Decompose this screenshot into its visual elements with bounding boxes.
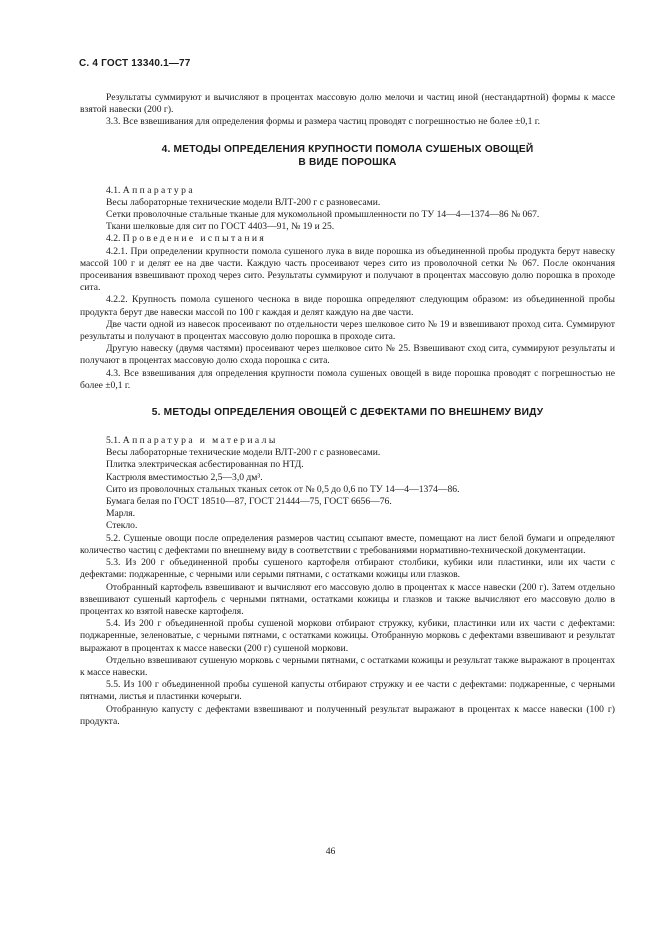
paragraph-5-5: 5.5. Из 100 г объединенной пробы сушеной капусты отбирают стружку и ее части с дефектами: поджаренные, с черными пятнами, листья и пластинки кочерыги. bbox=[80, 679, 615, 703]
list-item: Сетки проволочные стальные тканые для мукомольной промышленности по ТУ 14—4—1374—86 № 067. bbox=[106, 209, 540, 221]
paragraph-4-2-2: 4.2.2. Крупность помола сушеного чеснока в виде порошка определяют следующим образом: из объединенной пробы продукта берут две навески массой по 100 г каждая и делят каждую на две части. bbox=[80, 294, 615, 318]
document-body bbox=[80, 92, 615, 728]
paragraph-3-3: 3.3. Все взвешивания для определения формы и размера частиц проводят с погрешностью не более ±0,1 г. bbox=[106, 116, 541, 128]
paragraph: Две части одной из навесок просеивают по отдельности через шелковое сито № 19 и взвешивают проход сита. Суммируют результаты и получают в процентах массовую долю порошка в проходе сита. bbox=[80, 318, 615, 343]
list-item: Ткани шелковые для сит по ГОСТ 4403—91, № 19 и 25. bbox=[106, 221, 335, 233]
running-head: С. 4 ГОСТ 13340.1—77 bbox=[79, 58, 191, 69]
subheading-4-1 bbox=[80, 185, 615, 197]
list-item: Сито из проволочных стальных тканых сеток от № 0,5 до 0,6 по ТУ 14—4—1374—86. bbox=[106, 483, 460, 495]
paragraph: Отобранный картофель взвешивают и вычисляют его массовую долю в процентах к массе навески (200 г). Затем отдельно взвешивают сушеный картофель с черными пятнами, остатками кожицы и глазков и также вычисляют его массовую долю в процентах ко взятой навеске картофеля. bbox=[80, 581, 615, 617]
list-item: Марля. bbox=[106, 508, 136, 520]
paragraph: Другую навеску (двумя частями) просеивают через шелковое сито № 25. Взвешивают сход сита, суммируют результаты и получают в процентах массовую долю схода порошка с сита. bbox=[80, 343, 615, 367]
subheading-title: Аппаратура и материалы bbox=[122, 435, 278, 447]
list-item: Плитка электрическая асбестированная по НТД. bbox=[106, 459, 304, 471]
subheading-5-1 bbox=[80, 435, 615, 447]
subheading-title: Проведение испытания bbox=[122, 233, 267, 245]
paragraph-4-3: 4.3. Все взвешивания для определения крупности помола сушеных овощей в виде порошка проводят с погрешностью не более ±0,1 г. bbox=[80, 367, 615, 391]
paragraph-4-2-1: 4.2.1. При определении крупности помола сушеного лука в виде порошка из объединенной пробы продукта берут навеску массой 100 г и делят ее на две части. Каждую часть просеивают через сито из проволочной сетки № 067. После окончания просеивания взвешивают проход через сито. Результаты суммируют и получают в процентах массовую долю порошка в проходе сита. bbox=[80, 245, 615, 294]
paragraph: Результаты суммируют и вычисляют в процентах массовую долю мелочи и частиц иной (нестандартной) формы к массе взятой навески (200 г). bbox=[80, 92, 615, 116]
subheading-4-2 bbox=[80, 233, 615, 245]
paragraph: Отобранную капусту с дефектами взвешивают и полученный результат выражают в процентах к массе навески (100 г) продукта. bbox=[80, 703, 615, 727]
list-item: Весы лабораторные технические модели ВЛТ-200 г с разновесами. bbox=[106, 196, 381, 208]
list-item: Стекло. bbox=[106, 520, 138, 532]
subheading-number: 4.1. bbox=[106, 184, 121, 196]
section-4-title bbox=[80, 143, 615, 169]
paragraph: Отдельно взвешивают сушеную морковь с черными пятнами, с остатками кожицы и результат также выражают в процентах к массе навески. bbox=[80, 654, 615, 678]
page-number: 46 bbox=[325, 846, 336, 857]
subheading-number: 4.2. bbox=[106, 233, 121, 245]
section-4-title-line1: 4. МЕТОДЫ ОПРЕДЕЛЕНИЯ КРУПНОСТИ ПОМОЛА СУШЕНЫХ ОВОЩЕЙ bbox=[161, 143, 534, 155]
list-item: Бумага белая по ГОСТ 18510—87, ГОСТ 21444—75, ГОСТ 6656—76. bbox=[106, 496, 392, 508]
subheading-title: Аппаратура bbox=[122, 184, 195, 196]
section-5-title: 5. МЕТОДЫ ОПРЕДЕЛЕНИЯ ОВОЩЕЙ С ДЕФЕКТАМИ ПО ВНЕШНЕМУ ВИДУ bbox=[151, 407, 544, 419]
paragraph-5-2: 5.2. Сушеные овощи после определения размеров частиц ссыпают вместе, помещают на лист белой бумаги и определяют количество частиц с дефектами по внешнему виду в соответствии с требованиями нормативно-технической документации. bbox=[80, 532, 615, 556]
paragraph-5-4: 5.4. Из 200 г объединенной пробы сушеной моркови отбирают стружку, кубики, пластинки или их части с дефектами: поджаренные, зеленоватые, с черными пятнами, с остатками кожицы. Отобранную морковь с дефектами взвешивают и результат выражают в процентах к массе навески (200 г) сушеной моркови. bbox=[80, 618, 615, 654]
subheading-number: 5.1. bbox=[106, 435, 121, 447]
list-item: Кастрюля вместимостью 2,5—3,0 дм³. bbox=[106, 471, 263, 483]
list-item: Весы лабораторные технические модели ВЛТ-200 г с разновесами. bbox=[106, 447, 381, 459]
paragraph-5-3: 5.3. Из 200 г объединенной пробы сушеного картофеля отбирают столбики, кубики или пластинки, или их части с дефектами: поджаренные, с черными или серыми пятнами, с остатками кожицы или глазков. bbox=[80, 557, 615, 581]
section-4-title-line2: В ВИДЕ ПОРОШКА bbox=[298, 156, 397, 168]
